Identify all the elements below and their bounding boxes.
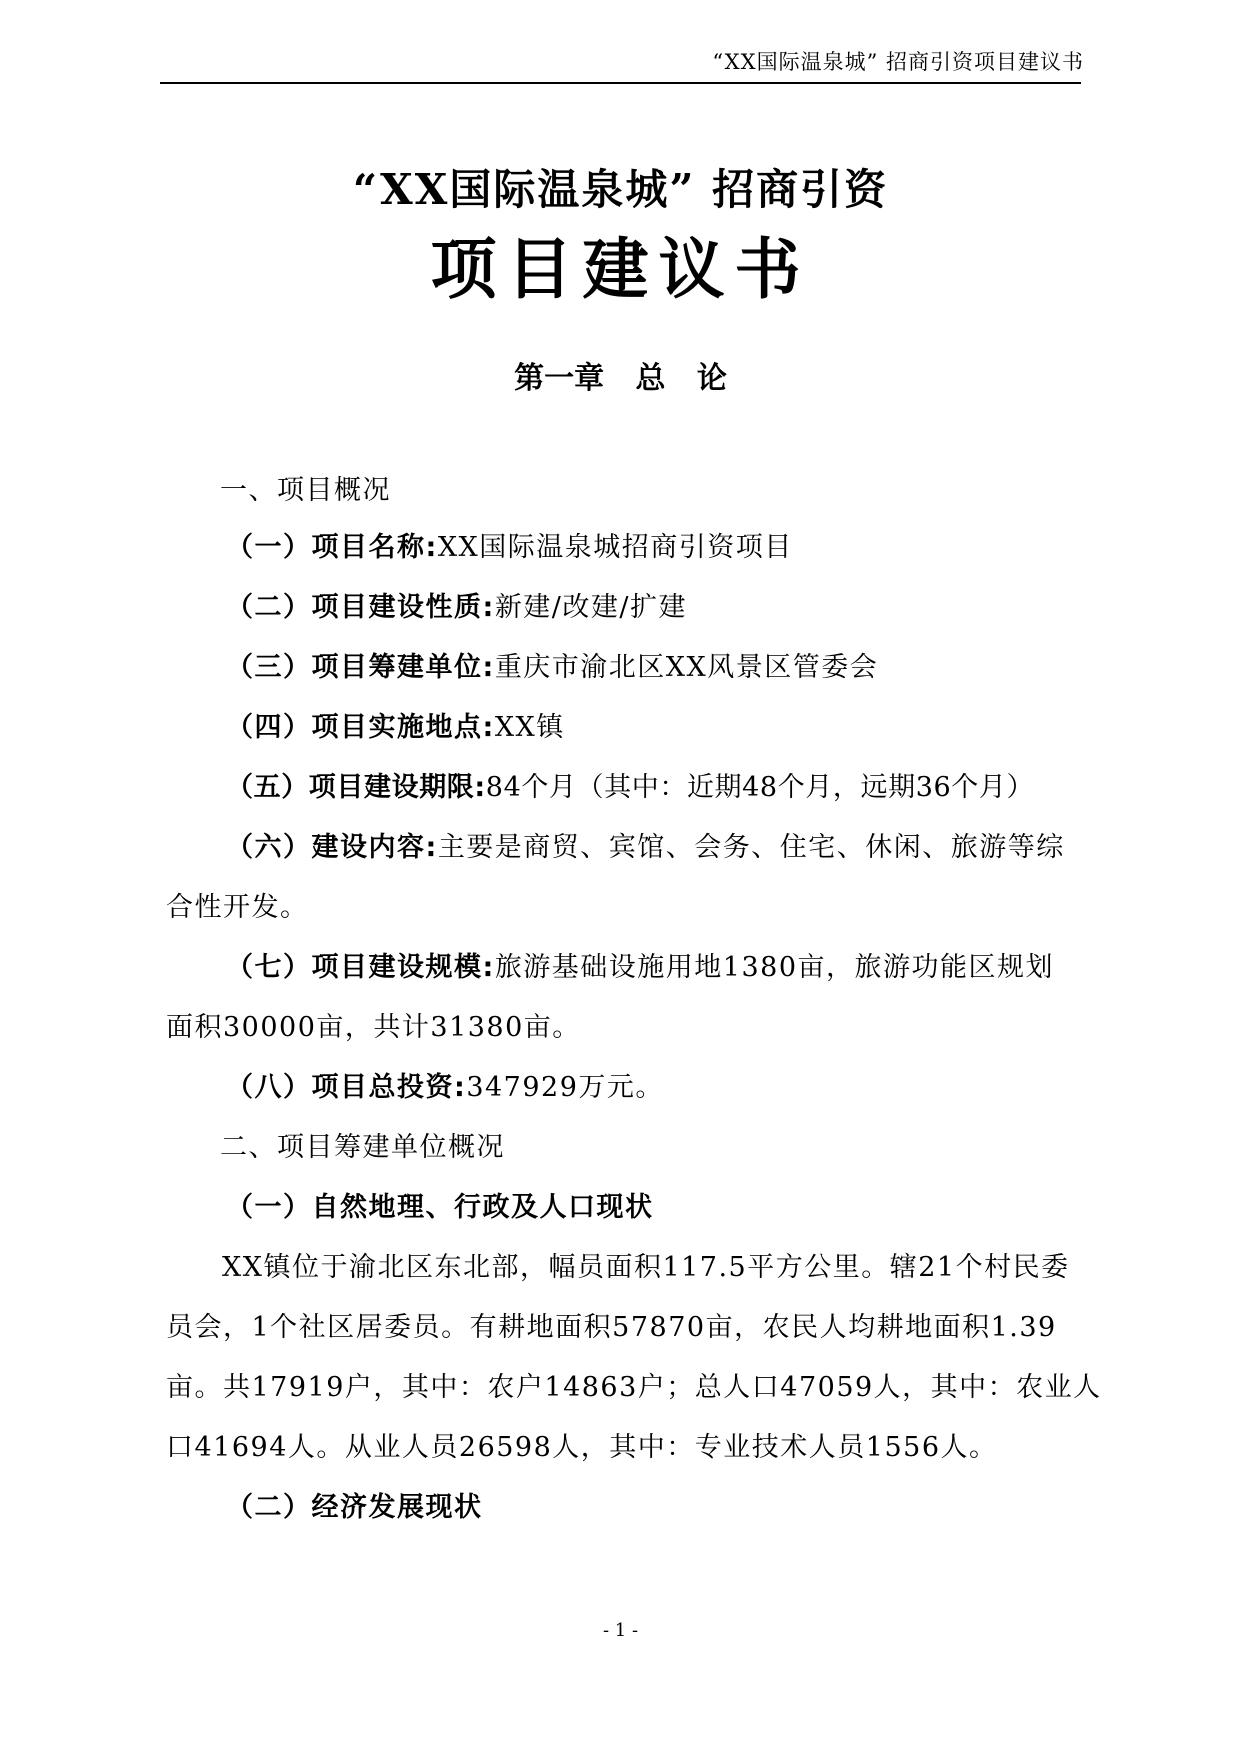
section-heading-overview: 一、项目概况: [220, 475, 391, 506]
item-construction-period: [226, 765, 1034, 804]
item-label: （八）项目总投资:: [226, 1072, 467, 1103]
item-label: （一）项目名称:: [226, 532, 438, 563]
document-title-line-2: 项目建议书: [430, 230, 811, 308]
chapter-heading: 第一章 总 论: [514, 361, 727, 396]
item-label: （三）项目筹建单位:: [226, 652, 495, 683]
item-label: （二）项目建设性质:: [226, 592, 495, 623]
item-organizer: [226, 645, 878, 684]
paragraph-line: 口41694人。从业人员26598人，其中：专业技术人员1556人。: [166, 1432, 998, 1463]
item-value: 新建/改建/扩建: [494, 592, 688, 623]
item-construction-scale: [226, 945, 1054, 984]
item-value: 旅游基础设施用地1380亩，旅游功能区规划: [494, 952, 1055, 983]
paragraph-line: 亩。共17919户，其中：农户14863户；总人口47059人，其中：农业人: [166, 1372, 1102, 1403]
document-title-line-1: “XX国际温泉城” 招商引资: [352, 165, 889, 214]
item-location: [226, 705, 565, 744]
item-construction-nature: [226, 585, 687, 624]
item-label: （六）建设内容:: [226, 832, 438, 863]
item-value: 84个月（其中：近期48个月，远期36个月）: [485, 772, 1035, 803]
item-project-name: [226, 525, 793, 564]
item-value: 重庆市渝北区XX风景区管委会: [494, 652, 879, 683]
item-value: XX镇: [494, 712, 565, 743]
item-value: XX国际温泉城招商引资项目: [437, 532, 793, 563]
item-total-investment: [226, 1065, 664, 1104]
item-value: 主要是商贸、宾馆、会务、住宅、休闲、旅游等综: [437, 832, 1065, 863]
item-construction-scale-continuation: 面积30000亩，共计31380亩。: [166, 1012, 581, 1043]
running-header: “XX国际温泉城” 招商引资项目建议书: [712, 50, 1084, 74]
paragraph-line: XX镇位于渝北区东北部，幅员面积117.5平方公里。辖21个村民委: [222, 1252, 1070, 1283]
subsection-heading-economy: （二）经济发展现状: [226, 1492, 483, 1523]
paragraph-line: 员会，1个社区居委员。有耕地面积57870亩，农民人均耕地面积1.39: [166, 1312, 1057, 1343]
page-number: - 1 -: [602, 1620, 639, 1641]
item-construction-content: [226, 825, 1065, 864]
item-construction-content-continuation: 合性开发。: [166, 892, 309, 923]
item-label: （五）项目建设期限:: [226, 772, 486, 803]
item-value: 347929万元。: [466, 1072, 664, 1103]
header-rule: [160, 82, 1081, 84]
section-heading-organizer: 二、项目筹建单位概况: [220, 1132, 505, 1163]
item-label: （七）项目建设规模:: [226, 952, 495, 983]
item-label: （四）项目实施地点:: [226, 712, 495, 743]
subsection-heading-geography: （一）自然地理、行政及人口现状: [226, 1192, 654, 1223]
